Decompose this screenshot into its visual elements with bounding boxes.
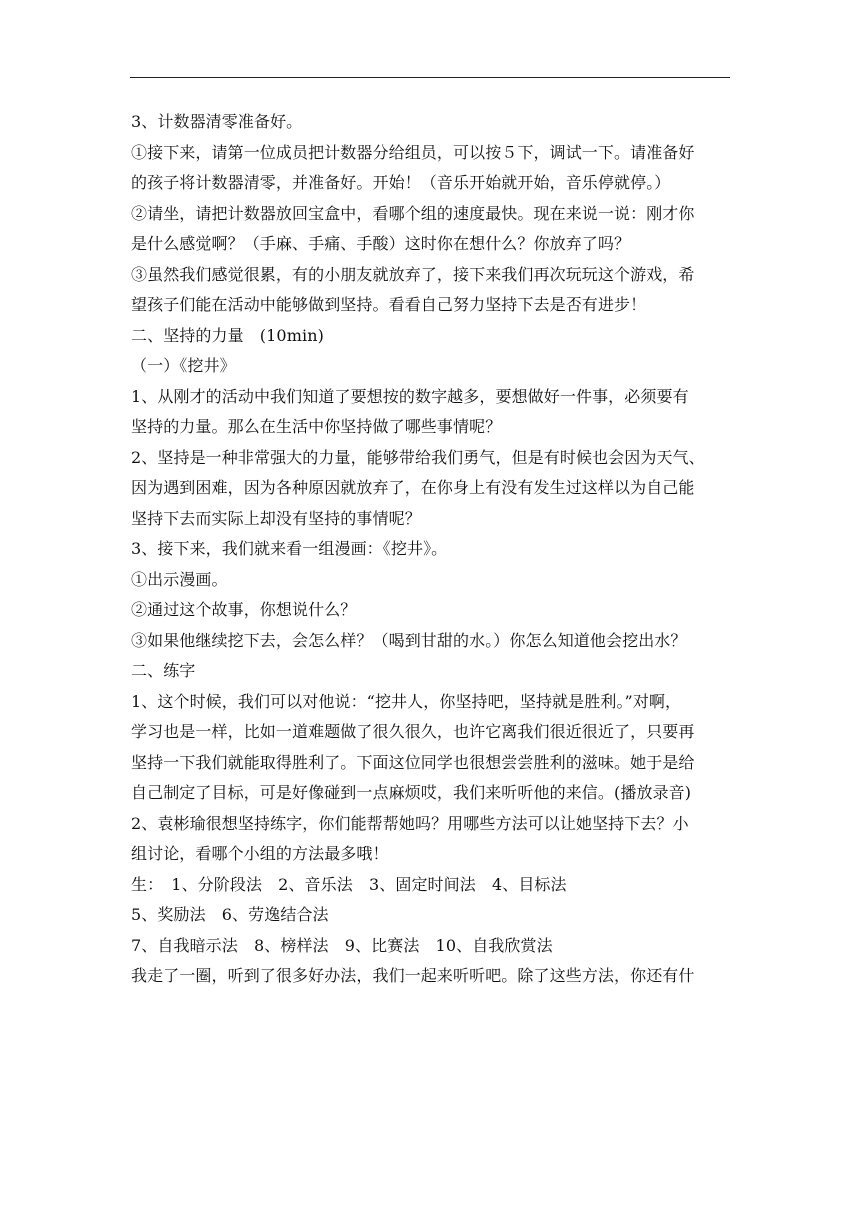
text-line: ①接下来，请第一位成员把计数器分给组员，可以按５下，调试一下。请准备好: [131, 142, 695, 162]
text-line: 二、练字: [131, 661, 196, 680]
text-line: 3、接下来，我们就来看一组漫画：《挖井》。: [131, 539, 448, 558]
text-line: 1、这个时候，我们可以对他说：“挖井人，你坚持吧，坚持就是胜利。”对啊，: [131, 691, 682, 711]
text-line: 2、坚持是一种非常强大的力量，能够带给我们勇气，但是有时候也会因为天气、: [131, 447, 705, 467]
text-line: 学习也是一样，比如一道难题做了很久很久，也许它离我们很近很近了，只要再: [131, 722, 695, 741]
text-line: ③如果他继续挖下去，会怎么样？（喝到甘甜的水。）你怎么知道他会挖出水？: [131, 630, 687, 650]
text-line: 是什么感觉啊？（手麻、手痛、手酸）这时你在想什么？你放弃了吗？: [131, 234, 631, 253]
text-line: 3、计数器清零准备好。: [131, 112, 303, 131]
text-line: 2、袁彬瑜很想坚持练字，你们能帮帮她吗？用哪些方法可以让她坚持下去？小: [131, 813, 689, 833]
text-line: 自己制定了目标，可是好像碰到一点麻烦哎，我们来听听他的来信。(播放录音): [131, 783, 692, 802]
text-line: 坚持一下我们就能取得胜利了。下面这位同学也很想尝尝胜利的滋味。她于是给: [131, 752, 695, 772]
text-line: 组讨论，看哪个小组的方法最多哦！: [131, 844, 389, 863]
text-line: ②通过这个故事，你想说什么？: [131, 600, 357, 619]
text-line: 5、奖励法 6、劳逸结合法: [131, 905, 329, 924]
text-line: ①出示漫画。: [131, 569, 228, 589]
header-rule: [130, 77, 730, 78]
text-line: ②请坐，请把计数器放回宝盒中，看哪个组的速度最快。现在来说一说：刚才你: [131, 203, 695, 223]
document-body: [131, 107, 731, 992]
text-line: 因为遇到困难，因为各种原因就放弃了，在你身上有没有发生过这样以为自己能: [131, 478, 695, 497]
text-line: 望孩子们能在活动中能够做到坚持。看看自己努力坚持下去是否有进步！: [131, 295, 647, 314]
text-line: 二、坚持的力量 (10min): [131, 325, 324, 345]
text-line: 7、自我暗示法 8、榜样法 9、比赛法 10、自我欣赏法: [131, 935, 553, 955]
text-line: （一）《挖井》: [131, 356, 236, 375]
text-line: 我走了一圈，听到了很多好办法，我们一起来听听吧。除了这些方法，你还有什: [131, 966, 695, 985]
text-line: ③虽然我们感觉很累，有的小朋友就放弃了，接下来我们再次玩玩这个游戏，希: [131, 264, 695, 284]
text-line: 1、从刚才的活动中我们知道了要想按的数字越多，要想做好一件事，必须要有: [131, 386, 689, 406]
text-line: 生： 1、分阶段法 2、音乐法 3、固定时间法 4、目标法: [131, 874, 567, 894]
text-line: 的孩子将计数器清零，并准备好。开始！（音乐开始就开始，音乐停就停。）: [131, 173, 671, 192]
text-line: 坚持的力量。那么在生活中你坚持做了哪些事情呢？: [131, 417, 502, 436]
text-line: 坚持下去而实际上却没有坚持的事情呢？: [131, 508, 421, 528]
